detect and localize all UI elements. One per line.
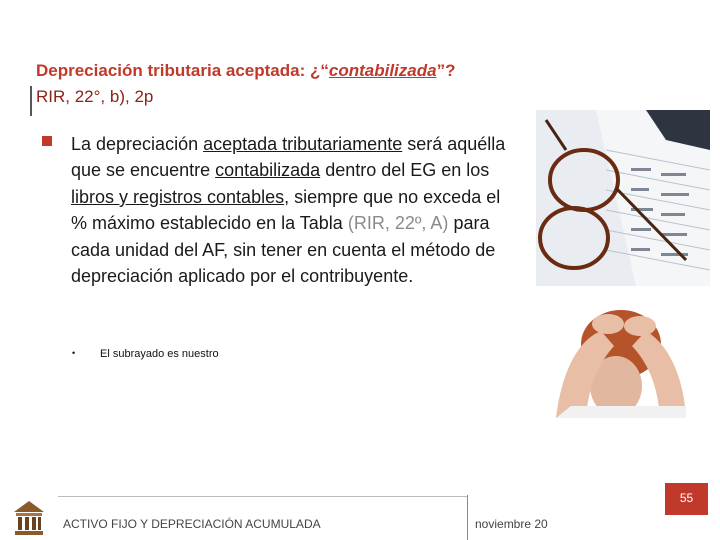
body-text-segment: dentro del EG en los — [320, 160, 490, 181]
body-paragraph — [71, 131, 512, 289]
body-text-segment: para cada unidad del AF, sin tener en cuenta el método de depreciación aplicado por el contribuyente. — [71, 213, 496, 287]
body-text-segment: contabilizada — [215, 160, 321, 181]
body-text-segment: , siempre que no exceda el % máximo establecido en la Tabla — [71, 186, 501, 234]
slide-subtitle: RIR, 22°, b), 2p — [36, 87, 154, 106]
body-text-block — [42, 131, 512, 289]
square-bullet-icon — [42, 136, 52, 146]
title-keyword: contabilizada — [328, 61, 437, 80]
body-text-segment: aceptada tributariamente — [203, 134, 403, 154]
footer-title: ACTIVO FIJO Y DEPRECIACIÓN ACUMULADA — [63, 517, 321, 531]
body-text-segment: (RIR, 22º, A) — [347, 213, 449, 234]
title-accent-rule — [30, 86, 32, 116]
title-prefix: Depreciación tributaria aceptada: ¿“ — [36, 61, 329, 80]
institution-logo-icon — [13, 500, 45, 536]
sub-bullet-icon: • — [72, 348, 76, 358]
footer-date: noviembre 20 — [475, 517, 548, 531]
footer-divider — [467, 495, 468, 540]
body-text-segment: será aquélla que se encuentre — [71, 134, 506, 181]
body-text-segment: libros y registros contables — [71, 186, 285, 207]
glasses-calculator-photo — [536, 110, 710, 286]
title-suffix: ”? — [436, 61, 456, 80]
title-block — [36, 58, 596, 110]
footnote — [72, 348, 219, 360]
page-number: 55 — [665, 483, 708, 515]
body-text-segment: La depreciación — [71, 134, 204, 154]
footer-rule — [58, 496, 468, 497]
slide-title — [36, 58, 596, 84]
stressed-man-photo — [536, 286, 710, 418]
footnote-text: El subrayado es nuestro — [100, 348, 219, 360]
